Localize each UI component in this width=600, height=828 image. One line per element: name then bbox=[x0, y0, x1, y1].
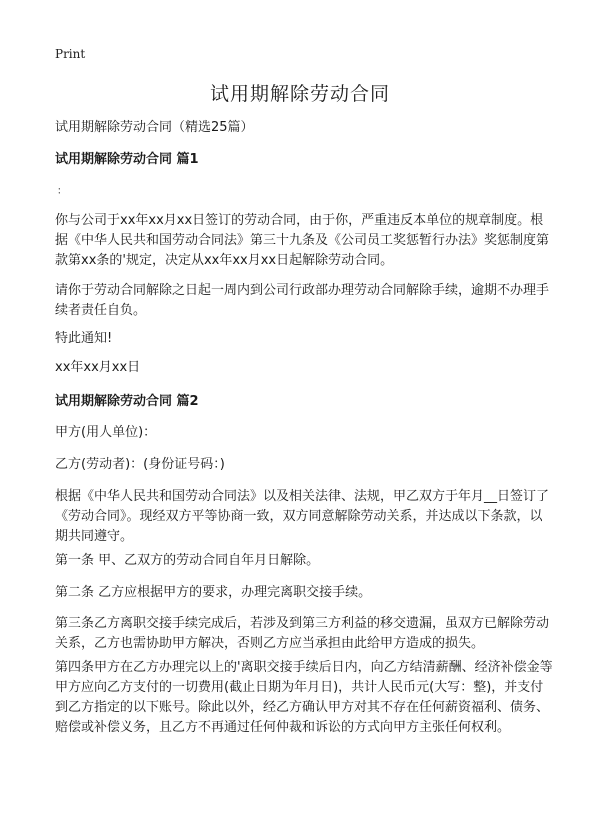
clause-1: 第一条 甲、乙双方的劳动合同自年月日解除。 bbox=[55, 553, 320, 568]
clause-2: 第二条 乙方应根据甲方的要求，办理完离职交接手续。 bbox=[55, 585, 372, 600]
section-1-paragraph-1: 你与公司于xx年xx月xx日签订的劳动合同，由于你，严重违反本单位的规章制度。根据《中华人民共和国劳动合同法》第三十九条及《公司员工奖惩暂行办法》奖惩制度第款第xx条的'规定，决定从xx年xx月xx日起解除劳动合同。 bbox=[55, 213, 550, 268]
clause-3: 第三条乙方离职交接手续完成后，若涉及到第三方利益的移交遗漏，虽双方已解除劳动关系，乙方也需协助甲方解决，否则乙方应当承担由此给甲方造成的损失。 bbox=[55, 616, 550, 651]
party-b-line: 乙方(劳动者)：(身份证号码：) bbox=[55, 457, 225, 472]
section-1-heading: 试用期解除劳动合同 篇1 bbox=[55, 152, 199, 167]
clause-4: 第四条甲方在乙方办理完以上的'离职交接手续后日内，向乙方结清薪酬、经济补偿金等甲方应向乙方支付的一切费用(截止日期为年月日)，共计人民币元(大写：整)，并支付到乙方指定的以下账号。除此以外，经乙方确认甲方对其不存在任何薪资福利、债务、赔偿或补偿义务，且乙方不再通过任何仲裁和诉讼的方式向甲方主张任何权利。 bbox=[55, 660, 553, 735]
page-title: 试用期解除劳动合同 bbox=[209, 83, 390, 105]
section-2-paragraph-1: 根据《中华人民共和国劳动合同法》以及相关法律、法规，甲乙双方于年月__日签订了《劳动合同》。现经双方平等协商一致，双方同意解除劳动关系，并达成以下条款，以期共同遵守。 bbox=[55, 489, 550, 544]
section-1-date: xx年xx月xx日 bbox=[55, 360, 141, 375]
party-a-line: 甲方(用人单位)： bbox=[55, 425, 157, 440]
section-2-heading: 试用期解除劳动合同 篇2 bbox=[55, 394, 199, 409]
print-link[interactable]: Print bbox=[55, 47, 86, 61]
section-1-mark: ： bbox=[57, 186, 67, 197]
document-subtitle: 试用期解除劳动合同（精选25篇） bbox=[55, 120, 254, 135]
section-1-paragraph-2: 请你于劳动合同解除之日起一周内到公司行政部办理劳动合同解除手续，逾期不办理手续者责任自负。 bbox=[55, 283, 550, 318]
section-1-notice: 特此通知! bbox=[55, 331, 113, 346]
